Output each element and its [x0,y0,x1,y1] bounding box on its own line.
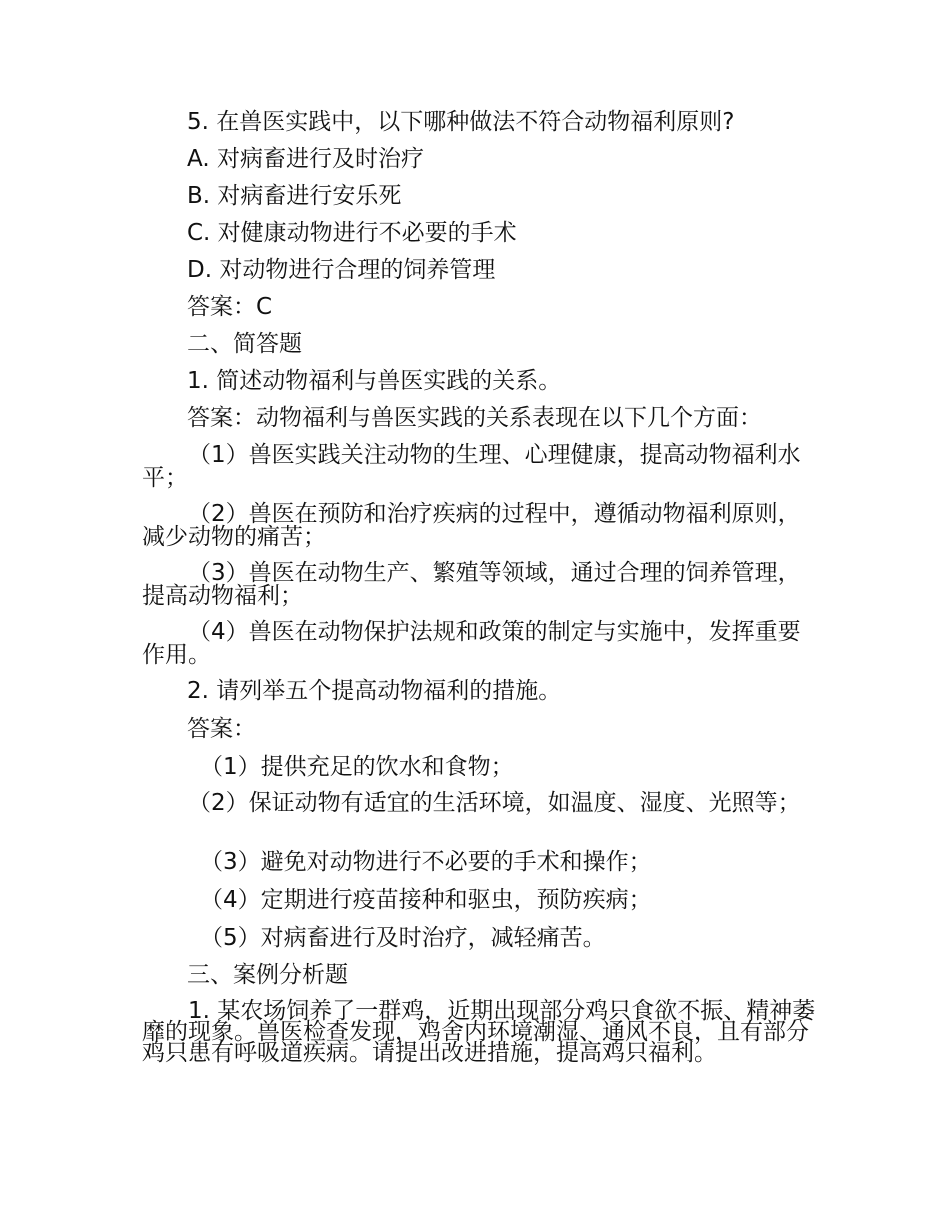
short-answer-1-intro: 答案：动物福利与兽医实践的关系表现在以下几个方面： [187,405,762,431]
option-c: C. 对健康动物进行不必要的手术 [187,220,517,246]
short-answer-2-point-1: （1）提供充足的饮水和食物； [200,754,514,780]
short-answer-1-point-3: （3）兽医在动物生产、繁殖等领域，通过合理的饲养管理，提高动物福利； [142,560,801,609]
short-answer-2-point-5: （5）对病畜进行及时治疗，减轻痛苦。 [200,925,606,951]
short-answer-question-1: 1. 简述动物福利与兽医实践的关系。 [187,368,562,394]
question-5: 5. 在兽医实践中，以下哪种做法不符合动物福利原则? [187,109,735,135]
section-heading-case-analysis: 三、案例分析题 [187,962,348,988]
short-answer-question-2: 2. 请列举五个提高动物福利的措施。 [187,678,562,704]
answer-q5: 答案：C [187,294,273,320]
option-d: D. 对动物进行合理的饲养管理 [187,257,496,283]
short-answer-1-point-2: （2）兽医在预防和治疗疾病的过程中，遵循动物福利原则，减少动物的痛苦； [142,501,801,550]
option-b: B. 对病畜进行安乐死 [187,183,402,209]
option-a: A. 对病畜进行及时治疗 [187,146,424,172]
short-answer-2-point-4: （4）定期进行疫苗接种和驱虫，预防疾病； [200,887,652,913]
short-answer-2-point-2: （2）保证动物有适宜的生活环境，如温度、湿度、光照等； [188,790,801,816]
section-heading-short-answer: 二、简答题 [187,331,302,357]
case-analysis-question-1: 1. 某农场饲养了一群鸡，近期出现部分鸡只食欲不振、精神萎靡的现象。兽医检查发现，鸡舍内环境潮湿、通风不良，且有部分鸡只患有呼吸道疾病。请提出改进措施，提高鸡只福利。 [142,998,816,1066]
short-answer-1-point-4: （4）兽医在动物保护法规和政策的制定与实施中，发挥重要作用。 [142,619,801,668]
short-answer-2-intro: 答案： [187,716,256,742]
short-answer-1-point-1: （1）兽医实践关注动物的生理、心理健康，提高动物福利水平； [142,442,801,491]
short-answer-2-point-3: （3）避免对动物进行不必要的手术和操作； [200,849,652,875]
